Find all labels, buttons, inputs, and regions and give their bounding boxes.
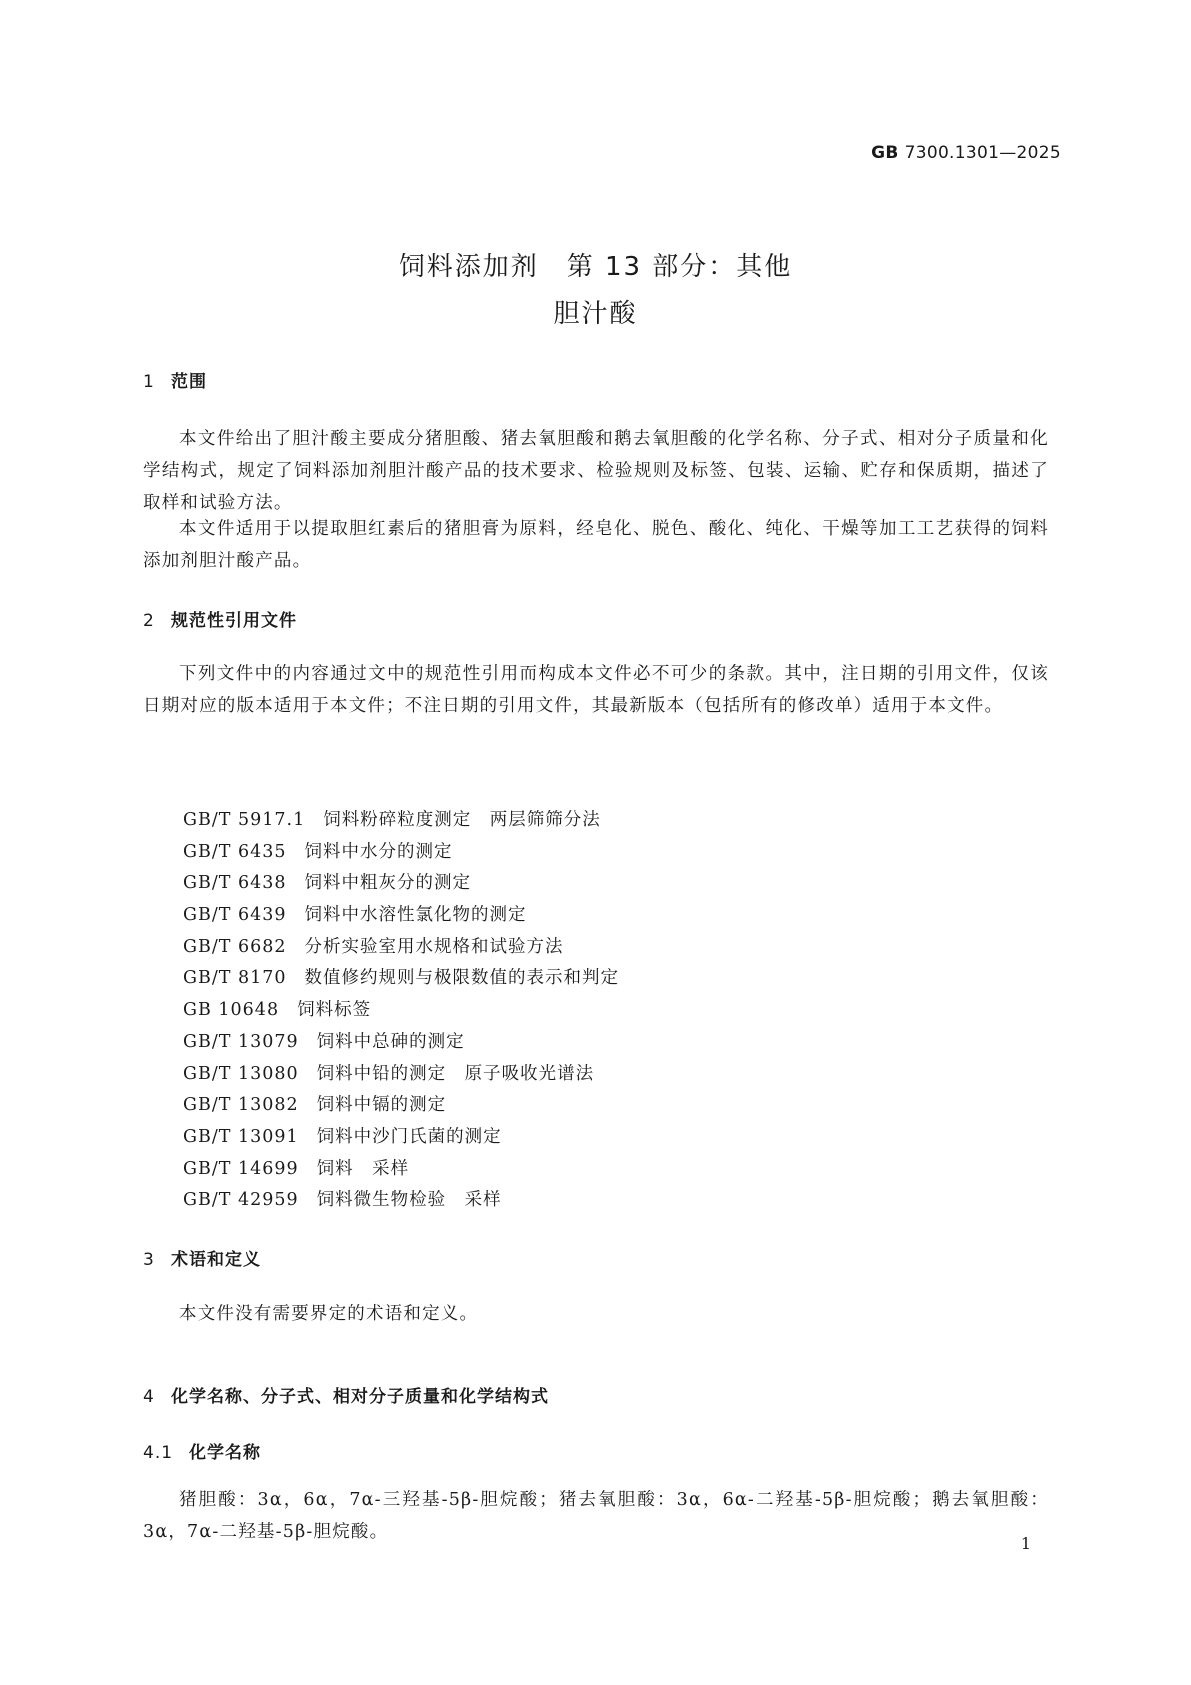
subsection-4-1-heading [143, 1438, 261, 1463]
subsection-title: 化学名称 [189, 1443, 261, 1463]
reference-code: GB/T 13091 [183, 1126, 299, 1147]
section-number: 1 [143, 372, 155, 392]
reference-code: GB/T 42959 [183, 1190, 299, 1211]
reference-code: GB/T 6439 [183, 905, 287, 926]
reference-item [183, 963, 619, 995]
reference-item [183, 1027, 619, 1059]
reference-item [183, 1154, 619, 1186]
section-2-heading [143, 606, 297, 631]
reference-code: GB/T 13079 [183, 1031, 299, 1052]
reference-item [183, 932, 619, 964]
reference-list [183, 805, 619, 1217]
reference-code: GB/T 13082 [183, 1095, 299, 1116]
reference-title: 饲料 采样 [316, 1158, 410, 1179]
document-subtitle: 胆汁酸 [553, 299, 638, 329]
reference-code: GB/T 5917.1 [183, 810, 306, 830]
reference-item [183, 805, 619, 837]
section-4-heading [143, 1382, 549, 1407]
references-intro: 下列文件中的内容通过文中的规范性引用而构成本文件必不可少的条款。其中，注日期的引用文件，仅该日期对应的版本适用于本文件；不注日期的引用文件，其最新版本（包括所有的修改单）适用于本文件。 [143, 664, 1049, 716]
reference-title: 饲料中沙门氏菌的测定 [316, 1126, 502, 1147]
reference-title: 饲料中粗灰分的测定 [304, 873, 472, 894]
section-number: 3 [143, 1250, 155, 1270]
section-1-heading [143, 367, 207, 392]
subsection-number: 4.1 [143, 1443, 174, 1463]
scope-paragraph-2: 本文件适用于以提取胆红素后的猪胆膏为原料，经皂化、脱色、酸化、纯化、干燥等加工工艺获得的饲料添加剂胆汁酸产品。 [143, 519, 1049, 571]
section-number: 4 [143, 1387, 155, 1407]
reference-title: 饲料中镉的测定 [316, 1095, 447, 1116]
section-title: 化学名称、分子式、相对分子质量和化学结构式 [171, 1387, 549, 1407]
reference-item [183, 1090, 619, 1122]
terms-paragraph: 本文件没有需要界定的术语和定义。 [179, 1304, 479, 1324]
reference-item [183, 868, 619, 900]
reference-item [183, 995, 619, 1027]
standard-code [871, 143, 1061, 163]
reference-item [183, 1185, 619, 1217]
reference-title: 数值修约规则与极限数值的表示和判定 [304, 968, 620, 989]
page-number: 1 [1020, 1534, 1031, 1553]
standard-number: 7300.1301—2025 [904, 143, 1061, 163]
reference-code: GB 10648 [183, 1000, 280, 1021]
reference-code: GB/T 8170 [183, 968, 287, 989]
section-number: 2 [143, 611, 155, 631]
section-title: 术语和定义 [171, 1250, 261, 1270]
reference-code: GB/T 13080 [183, 1063, 299, 1084]
reference-code: GB/T 6435 [183, 841, 287, 862]
document-title: 饲料添加剂 第 13 部分：其他 [398, 252, 793, 282]
reference-title: 分析实验室用水规格和试验方法 [304, 936, 564, 957]
reference-code: GB/T 14699 [183, 1158, 299, 1179]
reference-title: 饲料微生物检验 采样 [316, 1190, 502, 1211]
reference-title: 饲料中水分的测定 [304, 841, 453, 862]
reference-code: GB/T 6682 [183, 936, 287, 957]
chemical-name-paragraph: 猪胆酸：3α，6α，7α-三羟基-5β-胆烷酸；猪去氧胆酸：3α，6α-二羟基-5β-胆烷酸；鹅去氧胆酸：3α，7α-二羟基-5β-胆烷酸。 [143, 1490, 1049, 1542]
section-title: 范围 [171, 372, 207, 392]
section-3-heading [143, 1245, 261, 1270]
reference-item [183, 1122, 619, 1154]
reference-item [183, 1059, 619, 1091]
reference-title: 饲料中总砷的测定 [316, 1031, 465, 1052]
reference-code: GB/T 6438 [183, 873, 287, 894]
reference-title: 饲料中铅的测定 原子吸收光谱法 [316, 1063, 595, 1084]
reference-title: 饲料中水溶性氯化物的测定 [304, 905, 527, 926]
scope-paragraph-1: 本文件给出了胆汁酸主要成分猪胆酸、猪去氧胆酸和鹅去氧胆酸的化学名称、分子式、相对分子质量和化学结构式，规定了饲料添加剂胆汁酸产品的技术要求、检验规则及标签、包装、运输、贮存和保质期，描述了取样和试验方法。 [143, 429, 1049, 513]
reference-title: 饲料标签 [297, 1000, 372, 1021]
reference-title: 饲料粉碎粒度测定 两层筛筛分法 [323, 810, 601, 830]
reference-item [183, 837, 619, 869]
reference-item [183, 900, 619, 932]
section-title: 规范性引用文件 [171, 611, 297, 631]
standard-prefix: GB [871, 143, 899, 163]
